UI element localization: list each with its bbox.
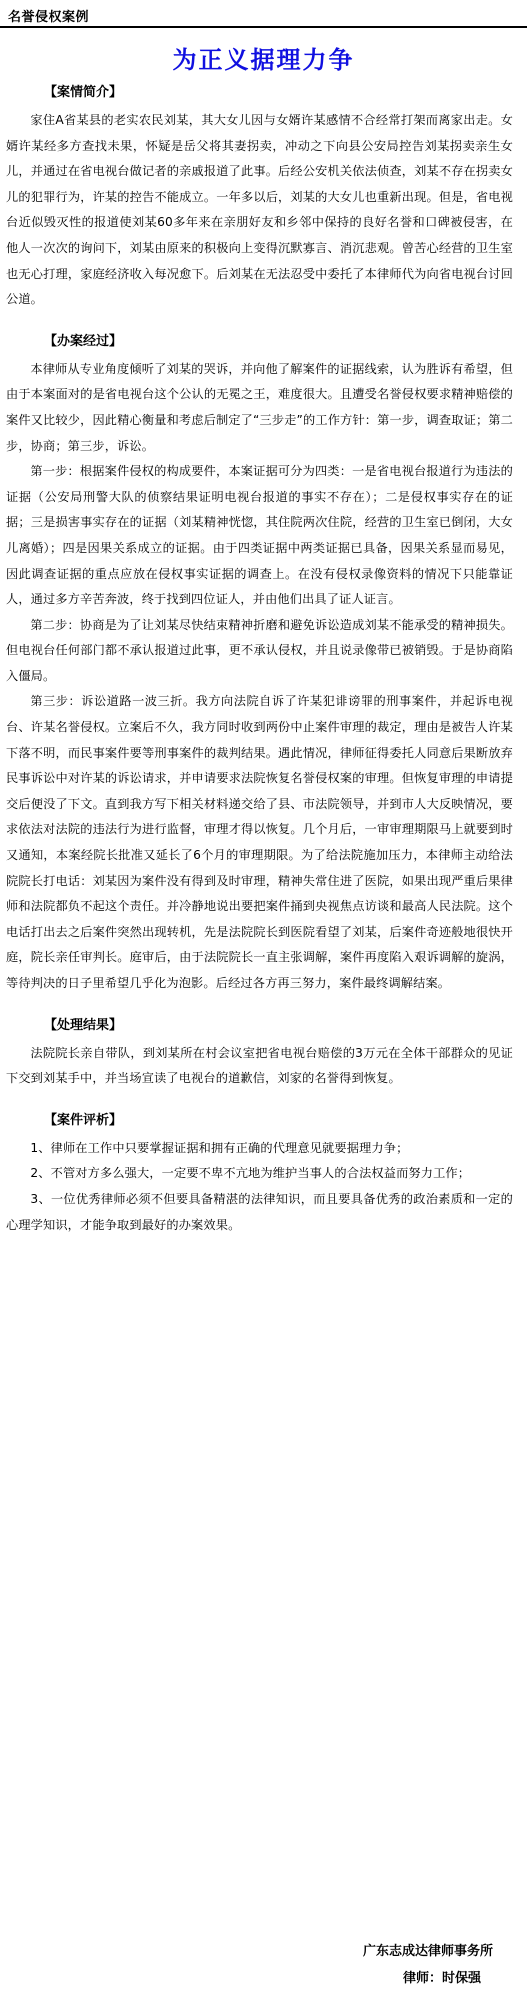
- process-paragraph: 第三步：诉讼道路一波三折。我方向法院自诉了许某犯诽谤罪的刑事案件，并起诉电视台、许某名誉侵权。立案后不久，我方同时收到两份中止案件审理的裁定，理由是被告人许某下落不明，而民事案件要等刑事案件的裁判结果。遇此情况，律师征得委托人同意后果断放弃民事诉讼中对许某的诉讼请求，并申请要求法院恢复名誉侵权案的审理。但恢复审理的申请提交后便没了下文。直到我方写下相关材料递交给了县、市法院领导，并到市人大反映情况，要求依法对法院的违法行为进行监督，审理才得以恢复。几个月后，一审审理期限马上就要到时又通知，本案经院长批准又延长了6个月的审理期限。为了给法院施加压力，本律师主动给法院院长打电话：刘某因为案件没有得到及时审理，精神失常住进了医院，如果出现严重后果律师和法院都负不起这个责任。并冷静地说出要把案件捅到央视焦点访谈和最高人民法院。这个电话打出去之后案件突然出现转机，先是法院院长到医院看望了刘某，后案件奇迹般地很快开庭，院长亲任审判长。庭审后，由于法院院长一直主张调解，案件再度陷入艰诉调解的旋涡，等待判决的日子里希望几乎化为泡影。后经过各方再三努力，案件最终调解结案。: [6, 694, 513, 990]
- header-divider: [0, 26, 527, 28]
- section-heading-process: 【办案经过】: [44, 333, 123, 349]
- section-heading-review: 【案件评析】: [44, 1112, 123, 1128]
- result-paragraph: 法院院长亲自带队，到刘某所在村会议室把省电视台赔偿的3万元在全体干部群众的见证下交到刘某手中，并当场宣读了电视台的道歉信，刘家的名誉得到恢复。: [6, 1045, 513, 1086]
- process-paragraph: 第一步：根据案件侵权的构成要件，本案证据可分为四类：一是省电视台报道行为违法的证据（公安局刑警大队的侦察结果证明电视台报道的事实不存在）；二是侵权事实存在的证据；三是损害事实存在的证据（刘某精神恍惚，其住院两次住院，经营的卫生室已倒闭，大女儿离婚）；四是因果关系成立的证据。由于四类证据中两类证据已具备，因果关系显而易见，因此调查证据的重点应放在侵权事实证据的调查上。在没有侵权录像资料的情况下只能靠证人，通过多方辛苦奔波，终于找到四位证人，并由他们出具了证人证言。: [6, 464, 513, 607]
- document-title: 为正义据理力争: [172, 46, 355, 74]
- intro-paragraph: 家住A省某县的老实农民刘某，其大女儿因与女婿许某感情不合经常打架而离家出走。女婿许某经多方查找未果，怀疑是岳父将其妻拐卖，冲动之下向县公安局控告刘某拐卖亲生女儿，并通过在省电视台做记者的亲戚报道了此事。后经公安机关依法侦查，刘某不存在拐卖女儿的犯罪行为，许某的控告不能成立。一年多以后，刘某的大女儿也重新出现。但是，省电视台近似毁灭性的报道使刘某60多年来在亲朋好友和乡邻中保持的良好名誉和口碑被侵害，在他人一次次的询问下，刘某由原来的积极向上变得沉默寡言、消沉悲观。曾苦心经营的卫生室也无心打理，家庭经济收入每况愈下。后刘某在无法忍受中委托了本律师代为向省电视台讨回公道。: [6, 113, 513, 307]
- process-paragraph: 第二步：协商是为了让刘某尽快结束精神折磨和避免诉讼造成刘某不能承受的精神损失。但电视台任何部门都不承认报道过此事，更不承认侵权，并且说录像带已被销毁。于是协商陷入僵局。: [6, 617, 513, 683]
- document-category: 名誉侵权案例: [8, 10, 90, 25]
- section-heading-result: 【处理结果】: [44, 1017, 123, 1033]
- process-paragraph: 本律师从专业角度倾听了刘某的哭诉，并向他了解案件的证据线索，认为胜诉有希望，但由于本案面对的是省电视台这个公认的无冕之王，难度很大。且遭受名誉侵权要求精神赔偿的案件又比较少，因此精心衡量和考虑后制定了“三步走”的工作方针：第一步，调查取证；第二步，协商；第三步，诉讼。: [6, 361, 513, 453]
- section-heading-intro: 【案情简介】: [44, 85, 123, 100]
- review-item: 2、不管对方多么强大，一定要不卑不亢地为维护当事人的合法权益而努力工作；: [30, 1166, 471, 1181]
- law-firm-signature: 广东志成达律师事务所: [362, 1944, 493, 1959]
- review-item: 3、一位优秀律师必须不但要具备精湛的法律知识，而且要具备优秀的政治素质和一定的心理学知识，才能争取到最好的办案效果。: [6, 1191, 513, 1232]
- lawyer-signature: 律师：时保强: [402, 1971, 481, 1986]
- review-item: 1、律师在工作中只要掌握证据和拥有正确的代理意见就要据理力争；: [30, 1140, 409, 1155]
- document-body: [0, 76, 527, 1238]
